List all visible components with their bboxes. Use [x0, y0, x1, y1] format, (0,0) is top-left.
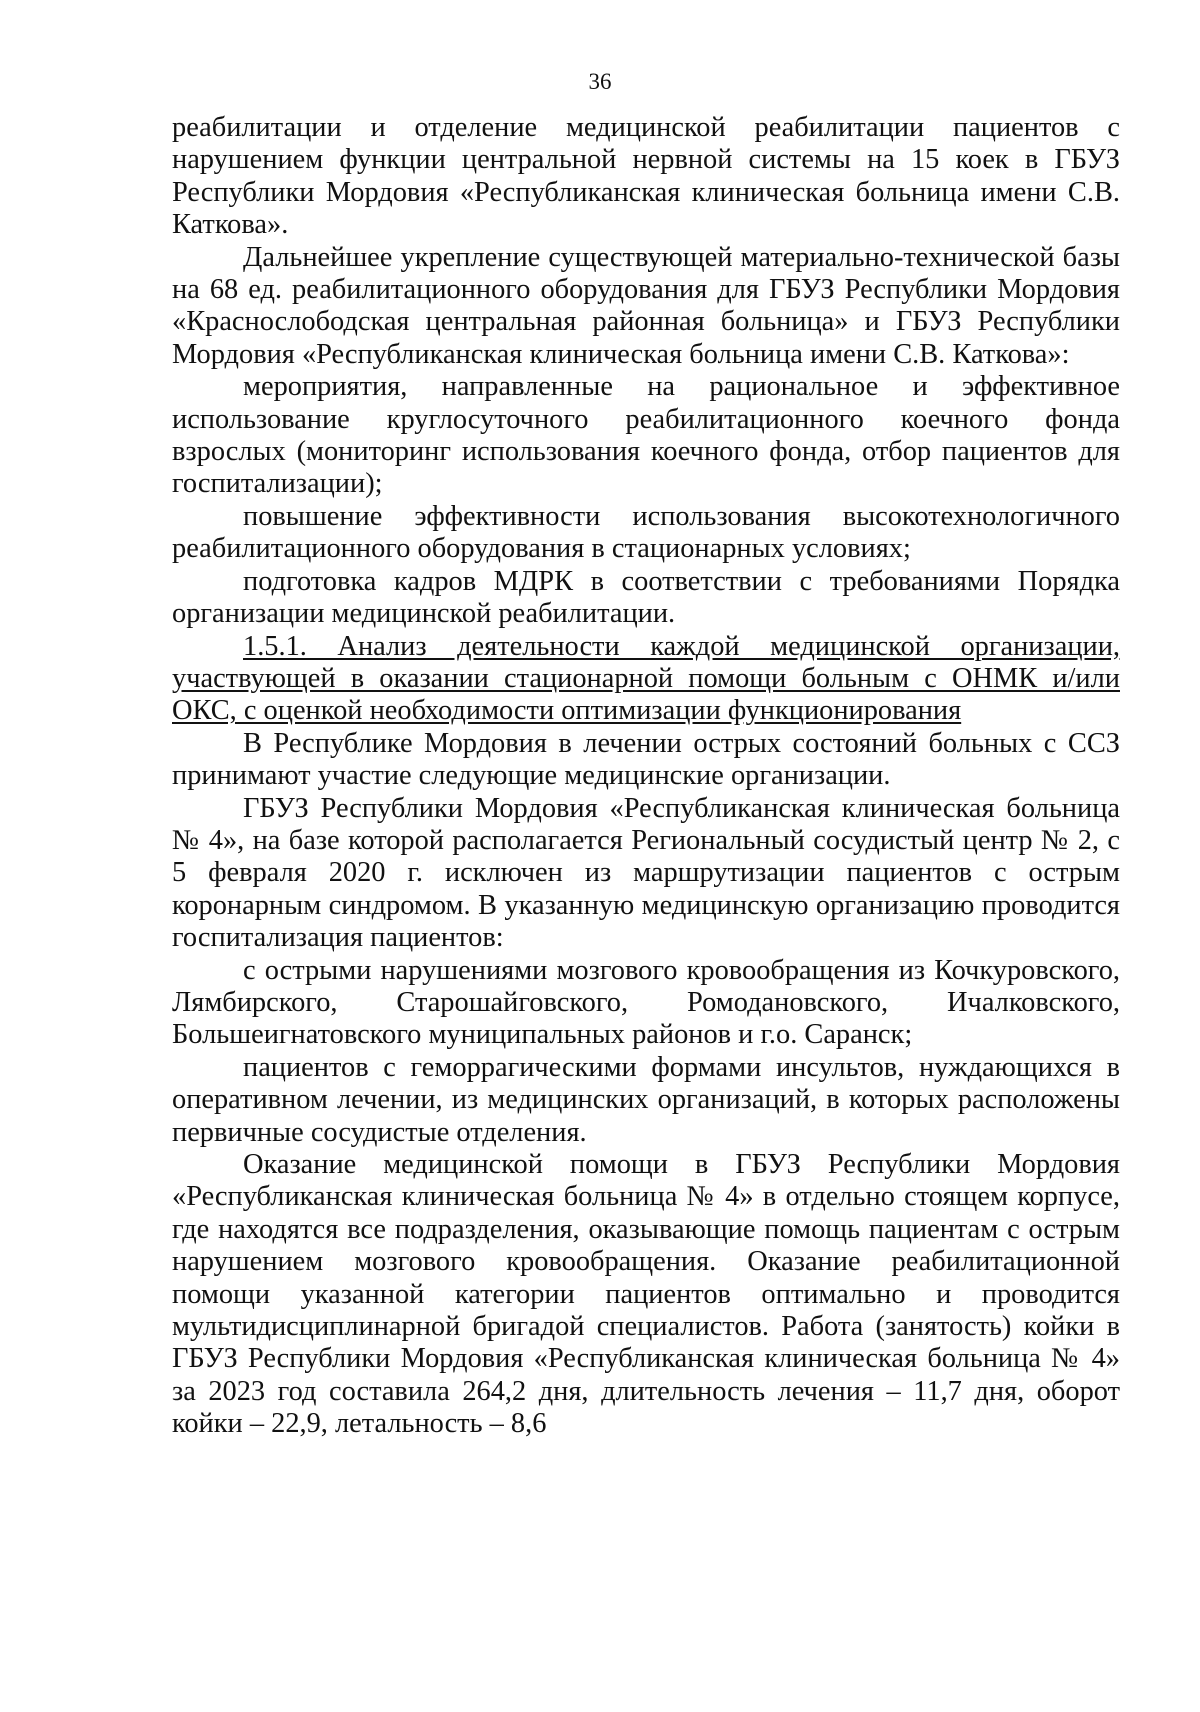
paragraph-continuation: реабилитации и отделение медицинской реабилитации пациентов с нарушением функции центральной нервной системы на 15 коек в ГБУЗ Республики Мордовия «Республиканская клиническая больница имени С.В. Каткова».	[172, 112, 1120, 241]
paragraph-organizations: В Республике Мордовия в лечении острых состояний больных с ССЗ принимают участие следующие медицинские организации.	[172, 727, 1120, 792]
paragraph-stroke-districts: с острыми нарушениями мозгового кровообращения из Кочкуровского, Лямбирского, Старошайговского, Ромодановского, Ичалковского, Большеигнатовского муниципальных районов и г.о. Саранск;	[172, 954, 1120, 1051]
paragraph-hemorrhagic: пациентов с геморрагическими формами инсультов, нуждающихся в оперативном лечении, из медицинских организаций, в которых расположены первичные сосудистые отделения.	[172, 1051, 1120, 1148]
document-body	[172, 112, 1120, 1441]
paragraph-measures: мероприятия, направленные на рациональное и эффективное использование круглосуточного реабилитационного коечного фонда взрослых (мониторинг использования коечного фонда, отбор пациентов для госпитализации);	[172, 371, 1120, 500]
paragraph-efficiency: повышение эффективности использования высокотехнологичного реабилитационного оборудования в стационарных условиях;	[172, 500, 1120, 565]
paragraph-equipment: Дальнейшее укрепление существующей материально-технической базы на 68 ед. реабилитационного оборудования для ГБУЗ Республики Мордовия «Краснослободская центральная районная больница» и ГБУЗ Республики Мордовия «Республиканская клиническая больница имени С.В. Каткова»:	[172, 241, 1120, 370]
paragraph-training: подготовка кадров МДРК в соответствии с требованиями Порядка организации медицинской реабилитации.	[172, 565, 1120, 630]
paragraph-hospital-4: ГБУЗ Республики Мордовия «Республиканская клиническая больница № 4», на базе которой располагается Региональный сосудистый центр № 2, с 5 февраля 2020 г. исключен из маршрутизации пациентов с острым коронарным синдромом. В указанную медицинскую организацию проводится госпитализация пациентов:	[172, 792, 1120, 954]
page-number: 36	[588, 69, 612, 94]
paragraph-statistics: Оказание медицинской помощи в ГБУЗ Республики Мордовия «Республиканская клиническая больница № 4» в отдельно стоящем корпусе, где находятся все подразделения, оказывающие помощь пациентам с острым нарушением мозгового кровообращения. Оказание реабилитационной помощи указанной категории пациентов оптимально и проводится мультидисциплинарной бригадой специалистов. Работа (занятость) койки в ГБУЗ Республики Мордовия «Республиканская клиническая больница № 4» за 2023 год составила 264,2 дня, длительность лечения – 11,7 дня, оборот койки – 22,9, летальность – 8,6	[172, 1149, 1120, 1440]
section-heading: 1.5.1. Анализ деятельности каждой медицинской организации, участвующей в оказании стационарной помощи больным с ОНМК и/или ОКС, с оценкой необходимости оптимизации функционирования	[172, 630, 1120, 727]
